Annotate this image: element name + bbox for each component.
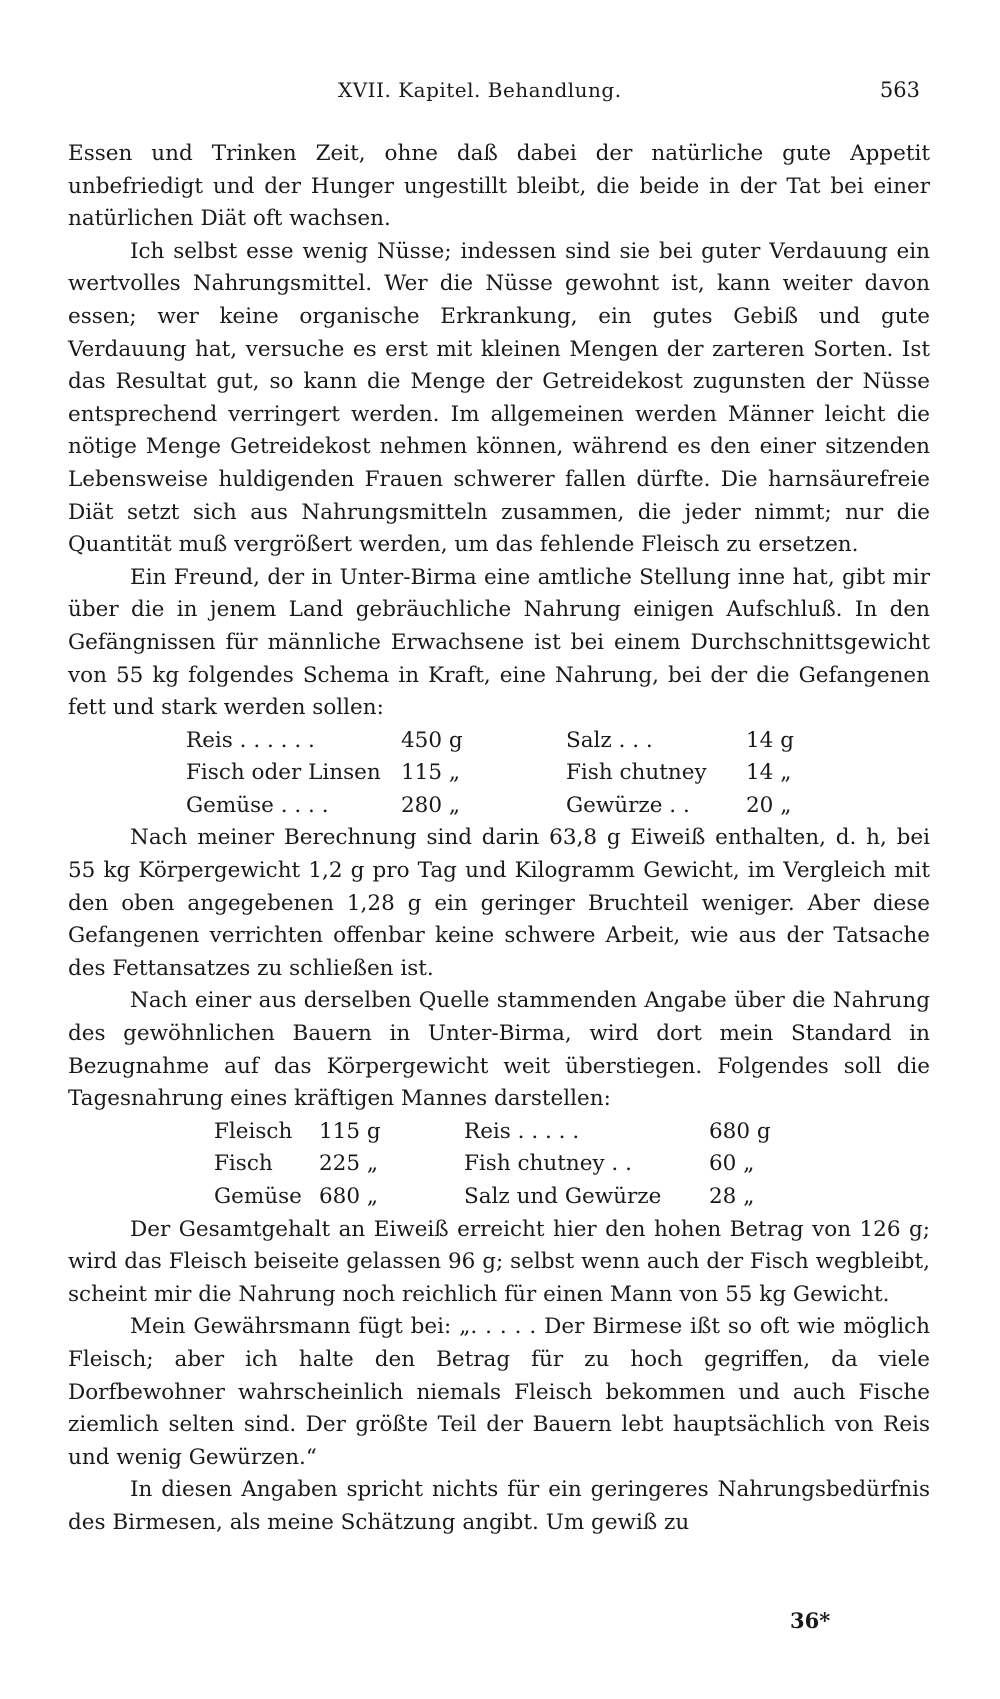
paragraph: Ich selbst esse wenig Nüsse; indessen sind sie bei guter Verdauung ein wertvolles Nahrungsmittel. Wer die Nüsse gewohnt ist, kann weiter davon essen; wer keine organische Erkrankung, ein gutes Gebiß und gute Verdauung hat, versuche es erst mit kleinen Mengen der zarteren Sorten. Ist das Resultat gut, so kann die Menge der Getreidekost zugunsten der Nüsse entsprechend verringert werden. Im allgemeinen werden Männer leicht die nötige Menge Getreidekost nehmen können, während es den einer sitzenden Lebensweise huldigenden Frauen schwerer fallen dürfte. Die harnsäurefreie Diät setzt sich aus Nahrungsmitteln zusammen, die jeder nimmt; nur die Quantität muß vergrößert werden, um das fehlende Fleisch zu ersetzen.	[68, 238, 930, 558]
paragraph: Nach meiner Berechnung sind darin 63,8 g Eiweiß enthalten, d. h, bei 55 kg Körpergewicht 1,2 g pro Tag und Kilogramm Gewicht, im Vergleich mit den oben angegebenen 1,28 g ein geringer Bruchteil weniger. Aber diese Gefangenen verrichten offenbar keine schwere Arbeit, wie aus der Tatsache des Fettansatzes zu schließen ist.	[68, 825, 930, 981]
table-cell: 14 g	[746, 727, 794, 753]
page-body	[68, 138, 930, 1540]
table-cell: Fisch oder Linsen	[186, 760, 381, 786]
paragraph: Essen und Trinken Zeit, ohne daß dabei der natürliche gute Appetit unbefriedigt und der Hunger ungestillt bleibt, die beide in der Tat bei einer natürlichen Diät oft wachsen.	[68, 141, 930, 232]
table-cell: 14 „	[746, 760, 792, 786]
running-header	[68, 78, 930, 108]
signature-mark: 36*	[790, 1608, 831, 1633]
table-cell: Reis . . . . .	[464, 1118, 580, 1144]
table-cell: 280 „	[401, 792, 461, 818]
paragraph: Nach einer aus derselben Quelle stammenden Angabe über die Nahrung des gewöhnlichen Bauern in Unter-Birma, wird dort mein Standard in Bezugnahme auf das Körpergewicht weit überstiegen. Folgendes soll die Tagesnahrung eines kräftigen Mannes darstellen:	[68, 988, 930, 1112]
table-cell: 115 „	[401, 760, 461, 786]
table-cell: 450 g	[401, 727, 463, 753]
table-cell: 680 „	[319, 1184, 379, 1209]
table-row	[214, 1148, 771, 1181]
table-row	[186, 757, 794, 790]
table-cell: Fleisch	[214, 1118, 293, 1144]
paragraph: Der Gesamtgehalt an Eiweiß erreicht hier den hohen Betrag von 126 g; wird das Fleisch beiseite gelassen 96 g; selbst wenn auch der Fisch wegbleibt, scheint mir die Nahrung noch reichlich für einen Mann von 55 kg Gewicht.	[68, 1216, 930, 1307]
chapter-title: XVII. Kapitel. Behandlung.	[338, 78, 622, 102]
table-cell: Fish chutney . .	[464, 1151, 632, 1177]
farmer-diet-table	[214, 1116, 771, 1214]
table-cell: 225 „	[319, 1151, 379, 1177]
table-cell: Gemüse	[214, 1184, 302, 1209]
table-cell: 60 „	[709, 1151, 755, 1177]
table-cell: Gewürze . .	[566, 792, 690, 818]
table-cell: Fisch	[214, 1151, 273, 1177]
table-row	[186, 725, 794, 758]
table-cell: 28 „	[709, 1184, 755, 1209]
paragraph: In diesen Angaben spricht nichts für ein geringeres Nahrungsbedürfnis des Birmesen, als meine Schätzung angibt. Um gewiß zu	[68, 1477, 930, 1535]
table-row	[214, 1181, 771, 1214]
table-row	[214, 1116, 771, 1149]
prison-diet-table	[186, 725, 794, 823]
table-cell: 20 „	[746, 792, 792, 818]
table-cell: Salz . . .	[566, 727, 653, 753]
table-row	[186, 790, 794, 823]
table-cell: Fish chutney	[566, 760, 707, 786]
table-cell: Salz und Gewürze	[464, 1184, 662, 1209]
table-cell: 115 g	[319, 1118, 381, 1144]
table-cell: Reis . . . . . .	[186, 727, 315, 753]
page-number: 563	[879, 78, 920, 102]
table-cell: Gemüse . . . .	[186, 792, 329, 818]
paragraph: Mein Gewährsmann fügt bei: „. . . . . Der Birmese ißt so oft wie möglich Fleisch; aber ich halte den Betrag für zu hoch gegriffen, da viele Dorfbewohner wahrscheinlich niemals Fleisch bekommen und auch Fische ziemlich selten sind. Der größte Teil der Bauern lebt hauptsächlich von Reis und wenig Gewürzen.“	[68, 1314, 930, 1470]
table-cell: 680 g	[709, 1118, 771, 1144]
paragraph: Ein Freund, der in Unter-Birma eine amtliche Stellung inne hat, gibt mir über die in jenem Land gebräuchliche Nahrung einigen Aufschluß. In den Gefängnissen für männliche Erwachsene ist bei einem Durchschnittsgewicht von 55 kg folgendes Schema in Kraft, eine Nahrung, bei der die Gefangenen fett und stark werden sollen:	[68, 564, 930, 721]
